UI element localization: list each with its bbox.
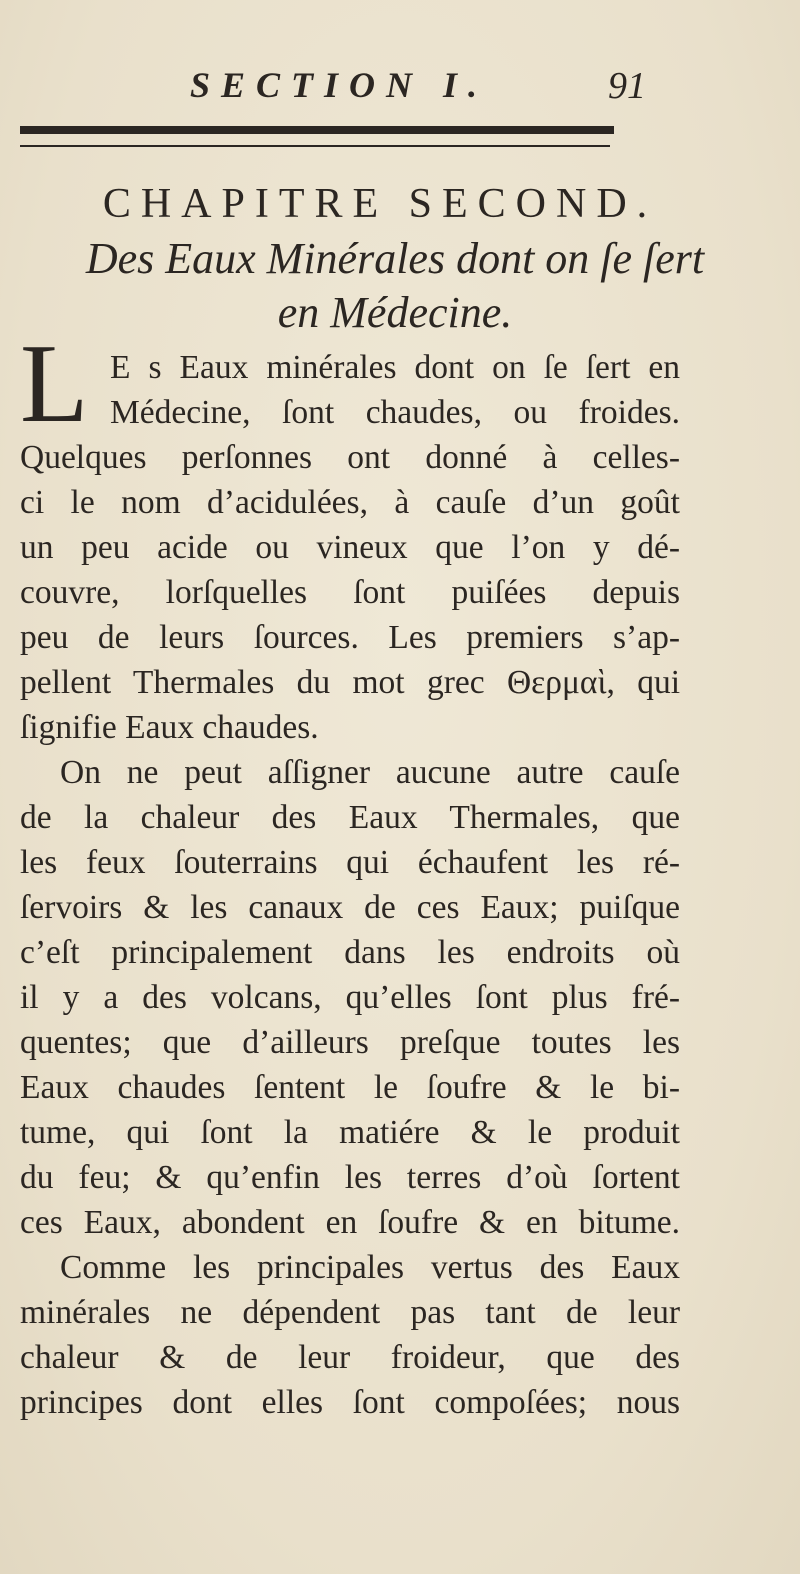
text-line: E s Eaux minérales dont on ſe ſert en (110, 349, 680, 386)
text-line: ſignifie Eaux chaudes. (20, 709, 319, 746)
text-line: Comme les principales vertus des Eaux (60, 1249, 680, 1286)
chapter-title-line: Des Eaux Minérales dont on ſe ſert (85, 234, 705, 283)
text-line: pellent Thermales du mot grec Θερμαὶ, qui (20, 664, 680, 701)
text-line: quentes; que d’ailleurs preſque toutes les (20, 1024, 680, 1061)
text-line: ci le nom d’acidulées, à cauſe d’un goût (20, 484, 680, 521)
text-line: ſervoirs & les canaux de ces Eaux; puiſque (20, 889, 680, 926)
text-line: il y a des volcans, qu’elles ſont plus fré- (20, 979, 680, 1016)
chapter-heading: CHAPITRE SECOND. (102, 181, 658, 227)
text-line: On ne peut aſſigner aucune autre cauſe (60, 754, 680, 791)
text-line: Médecine, ſont chaudes, ou froides. (110, 394, 680, 431)
text-line: c’eſt principalement dans les endroits où (20, 934, 680, 971)
running-header (0, 64, 800, 114)
text-line: du feu; & qu’enfin les terres d’où ſortent (20, 1159, 680, 1196)
text-line: principes dont elles ſont compoſées; nous (20, 1384, 680, 1421)
text-line: tume, qui ſont la matiére & le produit (20, 1114, 680, 1151)
drop-cap: L (20, 322, 89, 446)
ornamental-rule-thin (20, 145, 610, 147)
text-line: ces Eaux, abondent en ſoufre & en bitume. (20, 1204, 680, 1241)
section-title: SECTION I. (190, 65, 489, 105)
text-line: peu de leurs ſources. Les premiers s’ap- (20, 619, 680, 656)
body-text (20, 345, 680, 1425)
text-line: de la chaleur des Eaux Thermales, que (20, 799, 680, 836)
text-line: chaleur & de leur froideur, que des (20, 1339, 680, 1376)
chapter-title-line: en Médecine. (277, 288, 513, 337)
text-line: un peu acide ou vineux que l’on y dé- (20, 529, 680, 566)
chapter-title (0, 232, 790, 340)
text-line: les feux ſouterrains qui échaufent les ré- (20, 844, 680, 881)
text-line: Eaux chaudes ſentent le ſoufre & le bi- (20, 1069, 680, 1106)
text-line: Quelques perſonnes ont donné à celles- (20, 439, 680, 476)
ornamental-rule-thick (20, 126, 614, 134)
text-line: couvre, lorſquelles ſont puiſées depuis (20, 574, 680, 611)
page-number: 91 (608, 65, 646, 107)
text-line: minérales ne dépendent pas tant de leur (20, 1294, 680, 1331)
